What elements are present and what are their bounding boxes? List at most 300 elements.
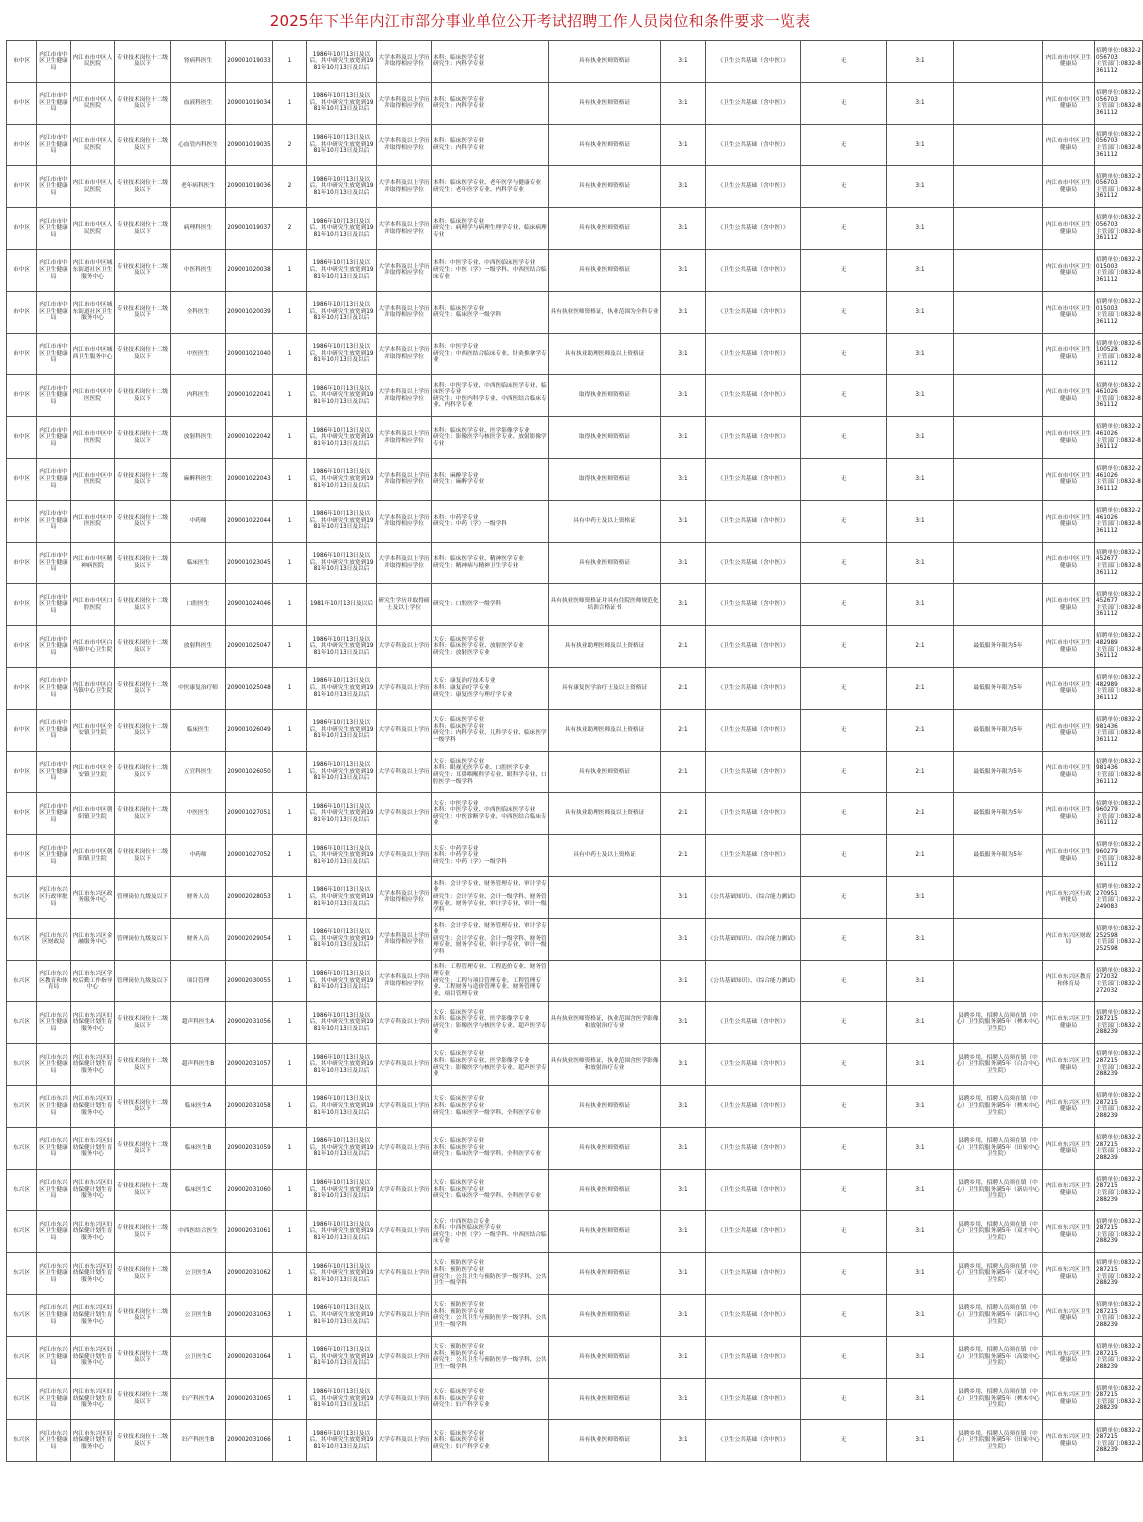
cell-major: 大专：预防医学专业 本科：预防医学专业 研究生：公共卫生与预防医学一级学科、公共卫生一级学科 (432, 1294, 549, 1336)
cell-remark (954, 124, 1043, 166)
cell-interview-ratio: 3:1 (887, 1336, 954, 1378)
cell-post-name: 病理科医生 (171, 208, 226, 250)
cell-exam-ratio: 3:1 (661, 291, 706, 333)
cell-interview-type: 无 (801, 1420, 887, 1462)
cell-quota: 1 (273, 1294, 307, 1336)
cell-district: 市中区 (7, 793, 37, 835)
cell-written-subject: 《卫生公共基础（含中医）》 (706, 124, 801, 166)
cell-remark: 最低服务年限为5年 (954, 793, 1043, 835)
cell-exam-ratio: 2:1 (661, 626, 706, 668)
cell-post-category: 专业技术岗位十二级及以下 (115, 417, 171, 459)
cell-dept: 内江市市中区卫生健康局 (37, 584, 71, 626)
cell-post-category: 专业技术岗位十二级及以下 (115, 1085, 171, 1127)
cell-post-category: 专业技术岗位十二级及以下 (115, 542, 171, 584)
cell-quota: 1 (273, 1211, 307, 1253)
cell-other-condition: 具有执业医师资格证，执业范围为全科专业 (549, 291, 661, 333)
cell-post-category: 管理岗位九级及以下 (115, 960, 171, 1002)
cell-supervisor: 内江市市中区卫生健康局 (1043, 709, 1095, 751)
table-row (7, 417, 1143, 459)
cell-dept: 内江市市中区卫生健康局 (37, 249, 71, 291)
cell-dept: 内江市市中区卫生健康局 (37, 542, 71, 584)
cell-post-category: 专业技术岗位十二级及以下 (115, 375, 171, 417)
cell-interview-ratio: 3:1 (887, 542, 954, 584)
cell-age: 1986年10月13日及以后，其中研究生放宽到1981年10月13日及以后 (307, 82, 377, 124)
cell-exam-ratio: 3:1 (661, 1294, 706, 1336)
cell-district: 东兴区 (7, 1294, 37, 1336)
cell-unit: 内江市东兴区妇幼保健计划生育服务中心 (71, 1127, 115, 1169)
cell-post-name: 肾病科医生 (171, 41, 226, 83)
cell-other-condition: 具有中药士及以上资格证 (549, 835, 661, 877)
cell-major: 本科：中医学专业 研究生：中西医结合临床专业、针灸推拿学专业 (432, 333, 549, 375)
cell-post-category: 专业技术岗位十二级及以下 (115, 82, 171, 124)
page-title: 2025年下半年内江市部分事业单位公开考试招聘工作人员岗位和条件要求一览表 (269, 12, 811, 30)
cell-dept: 内江市东兴区卫生健康局 (37, 1169, 71, 1211)
cell-phone: 招聘单位:0832-2287215 主管部门:0832-2288239 (1095, 1085, 1143, 1127)
cell-post-category: 专业技术岗位十二级及以下 (115, 1044, 171, 1086)
cell-post-code: 209001019034 (226, 82, 273, 124)
cell-post-code: 209001019037 (226, 208, 273, 250)
cell-remark (954, 375, 1043, 417)
cell-remark (954, 458, 1043, 500)
table-row (7, 333, 1143, 375)
cell-phone: 招聘单位:0832-2272032 主管部门:0832-2272032 (1095, 960, 1143, 1002)
cell-post-name: 口腔医生 (171, 584, 226, 626)
cell-quota: 1 (273, 1127, 307, 1169)
cell-dept: 内江市东兴区卫生健康局 (37, 1378, 71, 1420)
cell-post-code: 209002031063 (226, 1294, 273, 1336)
cell-quota: 1 (273, 1002, 307, 1044)
cell-interview-type: 无 (801, 542, 887, 584)
cell-district: 市中区 (7, 709, 37, 751)
cell-post-name: 全科医生 (171, 291, 226, 333)
cell-supervisor: 内江市市中区卫生健康局 (1043, 375, 1095, 417)
cell-unit: 内江市市中区中医医院 (71, 458, 115, 500)
cell-major: 大专：中西医结合专业 本科：中西医临床医学专业 研究生：中医（学）一级学科、中西医结合临床专业 (432, 1211, 549, 1253)
cell-written-subject: 《卫生公共基础（含中医）》 (706, 1085, 801, 1127)
cell-post-name: 放射科医生 (171, 417, 226, 459)
cell-dept: 内江市市中区卫生健康局 (37, 751, 71, 793)
cell-interview-ratio: 3:1 (887, 1420, 954, 1462)
cell-written-subject: 《卫生公共基础（含中医）》 (706, 291, 801, 333)
cell-post-code: 209001020039 (226, 291, 273, 333)
cell-education: 大学本科及以上学历并取得相应学位 (377, 918, 432, 960)
cell-quota: 1 (273, 835, 307, 877)
cell-education: 大学本科及以上学历并取得相应学位 (377, 291, 432, 333)
cell-dept: 内江市市中区卫生健康局 (37, 458, 71, 500)
cell-phone: 招聘单位:0832-2287215 主管部门:0832-2288239 (1095, 1169, 1143, 1211)
table-row (7, 751, 1143, 793)
cell-education: 大学专科及以上学历 (377, 1378, 432, 1420)
table-row (7, 626, 1143, 668)
cell-education: 大学专科及以上学历 (377, 1336, 432, 1378)
cell-written-subject: 《卫生公共基础（含中医）》 (706, 1169, 801, 1211)
cell-phone: 招聘单位:0832-2287215 主管部门:0832-2288239 (1095, 1044, 1143, 1086)
cell-interview-ratio: 3:1 (887, 417, 954, 459)
cell-written-subject: 《公共基础知识》、《综合能力测试》 (706, 876, 801, 918)
cell-other-condition: 具有执业医师资格证 (549, 1211, 661, 1253)
cell-post-category: 专业技术岗位十二级及以下 (115, 1378, 171, 1420)
cell-district: 东兴区 (7, 1085, 37, 1127)
cell-interview-ratio: 3:1 (887, 333, 954, 375)
cell-major: 本科：中医学专业、中西医临床医学专业、临床医学专业 研究生：中医内科学专业、中西医结合临床专业、内科学专业 (432, 375, 549, 417)
cell-unit: 内江市市中区人民医院 (71, 208, 115, 250)
cell-phone: 招聘单位:0832-2015003 主管部门:0832-8361112 (1095, 291, 1143, 333)
cell-major: 大专：临床医学专业 本科：临床医学专业 研究生：妇产科学专业 (432, 1420, 549, 1462)
cell-supervisor: 内江市市中区卫生健康局 (1043, 208, 1095, 250)
cell-interview-type: 无 (801, 1044, 887, 1086)
cell-exam-ratio: 3:1 (661, 41, 706, 83)
cell-exam-ratio: 3:1 (661, 1211, 706, 1253)
cell-exam-ratio: 3:1 (661, 1336, 706, 1378)
cell-other-condition: 取得执业医师资格证 (549, 458, 661, 500)
cell-interview-type: 无 (801, 793, 887, 835)
cell-major: 本科：中医学专业、中西医临床医学专业 研究生：中医（学）一级学科、中西医结合临床专业 (432, 249, 549, 291)
cell-post-code: 209001024046 (226, 584, 273, 626)
cell-unit: 内江市东兴区学校后勤工作指导中心 (71, 960, 115, 1002)
cell-phone: 招聘单位:0832-2981436 主管部门:0832-8361112 (1095, 709, 1143, 751)
cell-supervisor: 内江市市中区卫生健康局 (1043, 249, 1095, 291)
cell-major: 大专：临床医学专业 本科：临床医学专业、医学影像学专业 研究生：影像医学与核医学专业、超声医学专业 (432, 1002, 549, 1044)
cell-quota: 1 (273, 458, 307, 500)
cell-education: 大学专科及以上学历 (377, 1127, 432, 1169)
cell-major: 本科：临床医学专业、精神医学专业 研究生：精神病与精神卫生学专业 (432, 542, 549, 584)
cell-written-subject: 《卫生公共基础（含中医）》 (706, 626, 801, 668)
cell-other-condition: 具有中药士及以上资格证 (549, 500, 661, 542)
cell-post-name: 财务人员 (171, 918, 226, 960)
cell-quota: 2 (273, 208, 307, 250)
cell-other-condition: 具有执业医师资格证 (549, 542, 661, 584)
cell-age: 1986年10月13日及以后，其中研究生放宽到1981年10月13日及以后 (307, 1044, 377, 1086)
cell-age: 1986年10月13日及以后，其中研究生放宽到1981年10月13日及以后 (307, 1169, 377, 1211)
cell-post-category: 专业技术岗位十二级及以下 (115, 1253, 171, 1295)
cell-unit: 内江市东兴区妇幼保健计划生育服务中心 (71, 1085, 115, 1127)
cell-post-code: 209001022041 (226, 375, 273, 417)
cell-remark: 县聘乡用，招聘人员须在镇（中心）卫生院服务满5年（高梁中心卫生院） (954, 1336, 1043, 1378)
cell-interview-ratio: 2:1 (887, 793, 954, 835)
cell-post-name: 公卫医生A (171, 1253, 226, 1295)
cell-interview-type: 无 (801, 124, 887, 166)
cell-written-subject: 《卫生公共基础（含中医）》 (706, 751, 801, 793)
cell-exam-ratio: 3:1 (661, 417, 706, 459)
cell-post-category: 专业技术岗位十二级及以下 (115, 751, 171, 793)
table-row (7, 709, 1143, 751)
cell-phone: 招聘单位:0832-2015003 主管部门:0832-8361112 (1095, 249, 1143, 291)
cell-exam-ratio: 3:1 (661, 458, 706, 500)
cell-post-name: 中医医生 (171, 333, 226, 375)
cell-district: 东兴区 (7, 1002, 37, 1044)
cell-age: 1986年10月13日及以后，其中研究生放宽到1981年10月13日及以后 (307, 1253, 377, 1295)
cell-dept: 内江市市中区卫生健康局 (37, 375, 71, 417)
cell-exam-ratio: 3:1 (661, 960, 706, 1002)
cell-unit: 内江市市中区口腔医院 (71, 584, 115, 626)
cell-interview-type: 无 (801, 751, 887, 793)
cell-other-condition: 具有执业医师资格证 (549, 208, 661, 250)
cell-exam-ratio: 3:1 (661, 166, 706, 208)
cell-remark: 县聘乡用，招聘人员须在镇（中心）卫生院服务满5年（白合中心卫生院） (954, 1044, 1043, 1086)
cell-other-condition: 具有执业医师资格证 (549, 751, 661, 793)
cell-interview-ratio: 3:1 (887, 291, 954, 333)
cell-remark (954, 82, 1043, 124)
cell-district: 市中区 (7, 291, 37, 333)
cell-other-condition: 具有执业医师资格证 (549, 249, 661, 291)
cell-supervisor: 内江市东兴区卫生健康局 (1043, 1420, 1095, 1462)
cell-remark: 县聘乡用，招聘人员须在镇（中心）卫生院服务满5年（椑木中心卫生院） (954, 1002, 1043, 1044)
table-row (7, 124, 1143, 166)
cell-post-name: 项目管理 (171, 960, 226, 1002)
cell-interview-ratio: 3:1 (887, 1294, 954, 1336)
cell-exam-ratio: 2:1 (661, 667, 706, 709)
cell-unit: 内江市东兴区妇幼保健计划生育服务中心 (71, 1253, 115, 1295)
cell-dept: 内江市东兴区卫生健康局 (37, 1420, 71, 1462)
cell-written-subject: 《卫生公共基础（含中医）》 (706, 458, 801, 500)
cell-interview-ratio: 2:1 (887, 709, 954, 751)
cell-major: 研究生：口腔医学一级学科 (432, 584, 549, 626)
cell-exam-ratio: 3:1 (661, 82, 706, 124)
cell-post-code: 209001022042 (226, 417, 273, 459)
cell-quota: 1 (273, 249, 307, 291)
cell-written-subject: 《卫生公共基础（含中医）》 (706, 1336, 801, 1378)
cell-dept: 内江市东兴区卫生健康局 (37, 1002, 71, 1044)
cell-post-name: 公卫医生C (171, 1336, 226, 1378)
table-row (7, 1169, 1143, 1211)
cell-quota: 1 (273, 667, 307, 709)
cell-dept: 内江市市中区卫生健康局 (37, 626, 71, 668)
cell-major: 大专：临床医学专业 本科：临床医学专业 研究生：妇产科学专业 (432, 1378, 549, 1420)
cell-post-name: 心血管内科医生 (171, 124, 226, 166)
cell-dept: 内江市东兴区卫生健康局 (37, 1253, 71, 1295)
table-row (7, 918, 1143, 960)
cell-supervisor: 内江市市中区卫生健康局 (1043, 82, 1095, 124)
cell-education: 大学专科及以上学历 (377, 1420, 432, 1462)
cell-education: 大学本科及以上学历并取得相应学位 (377, 500, 432, 542)
cell-age: 1986年10月13日及以后，其中研究生放宽到1981年10月13日及以后 (307, 626, 377, 668)
cell-education: 大学本科及以上学历并取得相应学位 (377, 41, 432, 83)
cell-supervisor: 内江市市中区卫生健康局 (1043, 793, 1095, 835)
cell-post-name: 中药师 (171, 835, 226, 877)
cell-major: 大专：临床医学专业 本科：临床医学专业 研究生：内科学专业、儿科学专业、临床医学一级学科 (432, 709, 549, 751)
cell-supervisor: 内江市市中区卫生健康局 (1043, 166, 1095, 208)
cell-supervisor: 内江市东兴区卫生健康局 (1043, 1294, 1095, 1336)
cell-post-category: 专业技术岗位十二级及以下 (115, 124, 171, 166)
cell-post-category: 专业技术岗位十二级及以下 (115, 249, 171, 291)
cell-district: 东兴区 (7, 918, 37, 960)
cell-phone: 招聘单位:0832-2482989 主管部门:0832-8361112 (1095, 667, 1143, 709)
cell-other-condition: 具有执业助理医师及以上资格证 (549, 793, 661, 835)
cell-written-subject: 《卫生公共基础（含中医）》 (706, 835, 801, 877)
cell-supervisor: 内江市东兴区卫生健康局 (1043, 1085, 1095, 1127)
cell-major: 大专：康复治疗技术专业 本科：康复治疗学专业 研究生：康复医学与理疗学专业 (432, 667, 549, 709)
cell-interview-ratio: 3:1 (887, 82, 954, 124)
cell-unit: 内江市市中区中医医院 (71, 500, 115, 542)
cell-supervisor: 内江市市中区卫生健康局 (1043, 124, 1095, 166)
cell-quota: 1 (273, 584, 307, 626)
cell-quota: 1 (273, 41, 307, 83)
cell-post-code: 209001025047 (226, 626, 273, 668)
cell-education: 大学本科及以上学历并取得相应学位 (377, 82, 432, 124)
cell-remark: 县聘乡用，招聘人员须在镇（中心）卫生院服务满5年（田家中心卫生院） (954, 1127, 1043, 1169)
cell-phone: 招聘单位:0832-2461026 主管部门:0832-8361112 (1095, 458, 1143, 500)
cell-major: 本科：中药学专业 研究生：中药（学）一级学科 (432, 500, 549, 542)
cell-education: 大学专科及以上学历 (377, 709, 432, 751)
cell-age: 1986年10月13日及以后，其中研究生放宽到1981年10月13日及以后 (307, 249, 377, 291)
cell-age: 1986年10月13日及以后，其中研究生放宽到1981年10月13日及以后 (307, 1127, 377, 1169)
cell-district: 东兴区 (7, 960, 37, 1002)
cell-interview-ratio: 3:1 (887, 1085, 954, 1127)
cell-dept: 内江市市中区卫生健康局 (37, 667, 71, 709)
cell-post-name: 五官科医生 (171, 751, 226, 793)
cell-unit: 内江市东兴区妇幼保健计划生育服务中心 (71, 1378, 115, 1420)
cell-dept: 内江市东兴区卫生健康局 (37, 1211, 71, 1253)
table-row (7, 876, 1143, 918)
cell-age: 1986年10月13日及以后，其中研究生放宽到1981年10月13日及以后 (307, 166, 377, 208)
cell-written-subject: 《卫生公共基础（含中医）》 (706, 667, 801, 709)
cell-written-subject: 《卫生公共基础（含中医）》 (706, 333, 801, 375)
cell-major: 本科：临床医学专业 研究生：病理学与病理生理学专业、临床病理专业 (432, 208, 549, 250)
cell-quota: 1 (273, 1336, 307, 1378)
cell-district: 市中区 (7, 249, 37, 291)
cell-post-code: 209002030055 (226, 960, 273, 1002)
cell-post-name: 财务人员 (171, 876, 226, 918)
cell-district: 东兴区 (7, 1127, 37, 1169)
cell-education: 大学专科及以上学历 (377, 751, 432, 793)
cell-post-category: 管理岗位九级及以下 (115, 876, 171, 918)
cell-other-condition: 具有执业医师资格证 (549, 1294, 661, 1336)
cell-major: 大专：临床医学专业 本科：临床医学专业、放射医学专业 研究生：放射医学专业 (432, 626, 549, 668)
cell-quota: 1 (273, 1085, 307, 1127)
cell-post-category: 专业技术岗位十二级及以下 (115, 709, 171, 751)
cell-written-subject: 《卫生公共基础（含中医）》 (706, 584, 801, 626)
cell-post-code: 209002029054 (226, 918, 273, 960)
cell-exam-ratio: 3:1 (661, 333, 706, 375)
cell-post-category: 专业技术岗位十二级及以下 (115, 1420, 171, 1462)
cell-post-category: 专业技术岗位十二级及以下 (115, 1294, 171, 1336)
cell-post-code: 209001019035 (226, 124, 273, 166)
cell-phone: 招聘单位:0832-2960279 主管部门:0832-8361112 (1095, 835, 1143, 877)
cell-dept: 内江市市中区卫生健康局 (37, 709, 71, 751)
cell-district: 市中区 (7, 458, 37, 500)
cell-post-name: 妇产科医生B (171, 1420, 226, 1462)
cell-phone: 招聘单位:0832-2056703 主管部门:0832-8361112 (1095, 166, 1143, 208)
cell-post-code: 209002031057 (226, 1044, 273, 1086)
cell-post-code: 209001026049 (226, 709, 273, 751)
cell-dept: 内江市东兴区卫生健康局 (37, 1294, 71, 1336)
cell-dept: 内江市市中区卫生健康局 (37, 41, 71, 83)
cell-phone: 招聘单位:0832-2270951 主管部门:0832-2249083 (1095, 876, 1143, 918)
cell-interview-ratio: 3:1 (887, 1378, 954, 1420)
cell-post-category: 专业技术岗位十二级及以下 (115, 291, 171, 333)
cell-age: 1986年10月13日及以后，其中研究生放宽到1981年10月13日及以后 (307, 1378, 377, 1420)
cell-education: 大学专科及以上学历 (377, 1044, 432, 1086)
cell-written-subject: 《卫生公共基础（含中医）》 (706, 1253, 801, 1295)
cell-quota: 1 (273, 1378, 307, 1420)
cell-dept: 内江市市中区卫生健康局 (37, 835, 71, 877)
cell-phone: 招聘单位:0832-2287215 主管部门:0832-2288239 (1095, 1002, 1143, 1044)
cell-remark (954, 876, 1043, 918)
cell-remark: 县聘乡用，招聘人员须在镇（中心）卫生院服务满5年（双才中心卫生院） (954, 1253, 1043, 1295)
cell-dept: 内江市市中区卫生健康局 (37, 417, 71, 459)
table-row (7, 1253, 1143, 1295)
cell-age: 1986年10月13日及以后，其中研究生放宽到1981年10月13日及以后 (307, 291, 377, 333)
cell-quota: 1 (273, 709, 307, 751)
cell-exam-ratio: 3:1 (661, 249, 706, 291)
cell-post-code: 209001019036 (226, 166, 273, 208)
table-row (7, 667, 1143, 709)
cell-major: 本科：会计学专业、财务管理专业、审计学专业 研究生：会计学专业、会计一级学科、财务管理专业、财务学专业、审计学专业、审计一级学科 (432, 918, 549, 960)
cell-interview-type: 无 (801, 1169, 887, 1211)
cell-district: 市中区 (7, 417, 37, 459)
cell-post-code: 209001027052 (226, 835, 273, 877)
cell-quota: 1 (273, 1253, 307, 1295)
cell-exam-ratio: 3:1 (661, 1002, 706, 1044)
cell-post-name: 中医康复治疗师 (171, 667, 226, 709)
cell-post-category: 专业技术岗位十二级及以下 (115, 584, 171, 626)
cell-phone: 招聘单位:0832-6100528 主管部门:0832-8361112 (1095, 333, 1143, 375)
cell-unit: 内江市东兴区金融服务中心 (71, 918, 115, 960)
cell-dept: 内江市市中区卫生健康局 (37, 124, 71, 166)
cell-post-code: 209001019033 (226, 41, 273, 83)
cell-education: 大学专科及以上学历 (377, 667, 432, 709)
cell-interview-type: 无 (801, 1378, 887, 1420)
cell-remark (954, 960, 1043, 1002)
table-row (7, 82, 1143, 124)
cell-exam-ratio: 3:1 (661, 876, 706, 918)
table-row (7, 208, 1143, 250)
cell-dept: 内江市市中区卫生健康局 (37, 166, 71, 208)
cell-exam-ratio: 3:1 (661, 1253, 706, 1295)
cell-education: 大学专科及以上学历 (377, 1169, 432, 1211)
cell-other-condition: 取得执业医师资格证 (549, 417, 661, 459)
cell-remark: 县聘乡用，招聘人员须在镇（中心）卫生院服务满5年（新江中心卫生院） (954, 1294, 1043, 1336)
cell-major: 大专：预防医学专业 本科：预防医学专业 研究生：公共卫生与预防医学一级学科、公共卫生一级学科 (432, 1253, 549, 1295)
cell-interview-type: 无 (801, 417, 887, 459)
cell-written-subject: 《卫生公共基础（含中医）》 (706, 1127, 801, 1169)
cell-major: 本科：临床医学专业 研究生：临床医学一级学科 (432, 291, 549, 333)
cell-post-category: 专业技术岗位十二级及以下 (115, 41, 171, 83)
cell-major: 本科：临床医学专业 研究生：内科学专业 (432, 41, 549, 83)
cell-age: 1986年10月13日及以后，其中研究生放宽到1981年10月13日及以后 (307, 208, 377, 250)
cell-supervisor: 内江市东兴区卫生健康局 (1043, 1044, 1095, 1086)
cell-phone: 招聘单位:0832-2056703 主管部门:0832-8361112 (1095, 82, 1143, 124)
cell-district: 市中区 (7, 333, 37, 375)
cell-age: 1986年10月13日及以后，其中研究生放宽到1981年10月13日及以后 (307, 835, 377, 877)
cell-remark (954, 500, 1043, 542)
cell-interview-ratio: 3:1 (887, 876, 954, 918)
cell-dept: 内江市市中区卫生健康局 (37, 208, 71, 250)
cell-unit: 内江市市中区人民医院 (71, 166, 115, 208)
cell-unit: 内江市东兴区妇幼保健计划生育服务中心 (71, 1420, 115, 1462)
table-row (7, 1336, 1143, 1378)
cell-age: 1986年10月13日及以后，其中研究生放宽到1981年10月13日及以后 (307, 1294, 377, 1336)
cell-major: 大专：临床医学专业 本科：临床医学专业 研究生：临床医学一级学科、全科医学专业 (432, 1127, 549, 1169)
cell-education: 大学本科及以上学历并取得相应学位 (377, 542, 432, 584)
cell-remark: 县聘乡用，招聘人员须在镇（中心）卫生院服务满5年（双才中心卫生院） (954, 1211, 1043, 1253)
cell-remark (954, 208, 1043, 250)
cell-exam-ratio: 3:1 (661, 1420, 706, 1462)
cell-other-condition: 具有执业医师资格证，执业范围含医学影像和放射治疗专业 (549, 1002, 661, 1044)
cell-district: 市中区 (7, 124, 37, 166)
cell-interview-ratio: 3:1 (887, 1253, 954, 1295)
cell-phone: 招聘单位:0832-2461026 主管部门:0832-8361112 (1095, 500, 1143, 542)
cell-interview-type: 无 (801, 208, 887, 250)
cell-interview-type: 无 (801, 375, 887, 417)
cell-remark: 最低服务年限为5年 (954, 626, 1043, 668)
cell-dept: 内江市东兴区财政局 (37, 918, 71, 960)
cell-interview-type: 无 (801, 1127, 887, 1169)
cell-post-category: 专业技术岗位十二级及以下 (115, 208, 171, 250)
cell-remark (954, 584, 1043, 626)
cell-interview-type: 无 (801, 1336, 887, 1378)
cell-age: 1986年10月13日及以后，其中研究生放宽到1981年10月13日及以后 (307, 667, 377, 709)
